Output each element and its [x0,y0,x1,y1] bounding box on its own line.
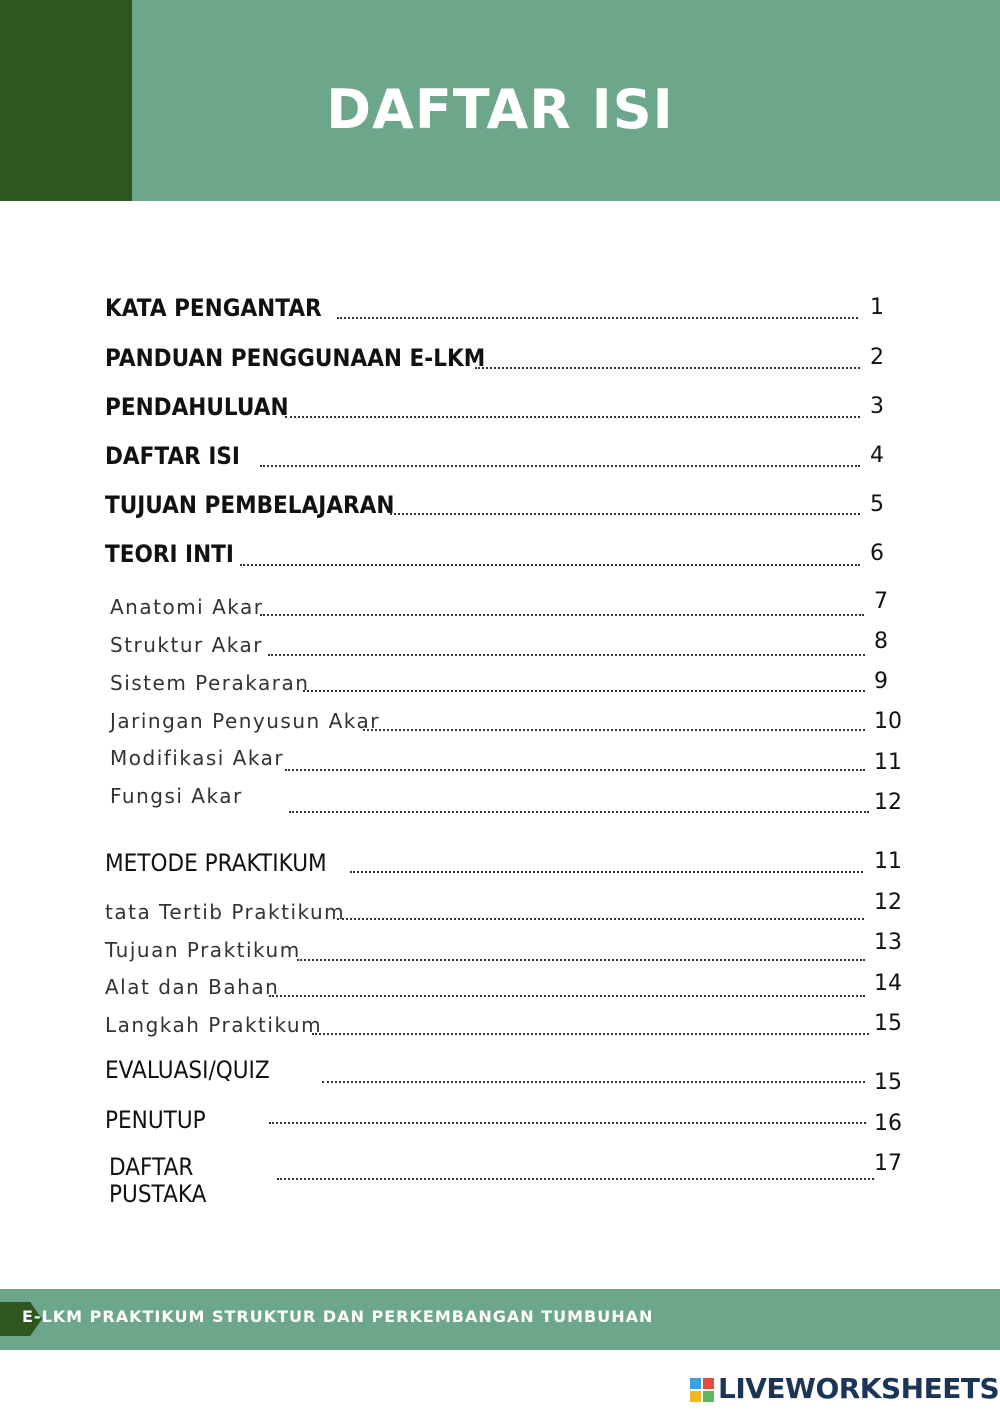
toc-leader-dots [475,367,860,369]
toc-daftar-isi-page: 4 [870,443,884,468]
toc-leader-dots [277,1178,874,1180]
toc-tujuan-praktikum-label: Tujuan Praktikum [105,938,301,962]
toc-modifikasi-akar-label: Modifikasi Akar [110,746,285,770]
toc-kata-pengantar-page: 1 [870,295,884,320]
footer-title: E-LKM PRAKTIKUM STRUKTUR DAN PERKEMBANGAN TUMBUHAN [22,1307,654,1326]
toc-daftar-isi-label: DAFTAR ISI [105,442,240,470]
toc-tujuan-pembelajaran-page: 5 [870,492,884,517]
toc-leader-dots [337,918,864,920]
toc-teori-inti-page: 6 [870,541,884,566]
toc-kata-pengantar-label: KATA PENGANTAR [105,294,322,322]
toc-leader-dots [268,654,865,656]
toc-teori-inti-label: TEORI INTI [105,540,234,568]
toc-leader-dots [269,995,865,997]
toc-anatomi-akar-label: Anatomi Akar [110,595,264,619]
toc-jaringan-penyusun-page: 10 [874,709,902,734]
toc-metode-praktikum-page: 11 [874,849,902,874]
toc-sistem-perakaran-page: 9 [874,669,888,694]
toc-struktur-akar-page: 8 [874,629,888,654]
toc-panduan-label: PANDUAN PENGGUNAAN E-LKM [105,344,486,372]
toc-leader-dots [390,513,860,515]
toc-tata-tertib-page: 12 [874,890,902,915]
toc-sistem-perakaran-label: Sistem Perakaran [110,671,310,695]
toc-pendahuluan-page: 3 [870,394,884,419]
toc-daftar-pustaka-label-line2: PUSTAKA [109,1180,207,1208]
toc-alat-bahan-page: 14 [874,971,902,996]
toc-leader-dots [240,564,860,566]
toc-metode-praktikum-label: METODE PRAKTIKUM [105,849,327,877]
toc-evaluasi-page: 15 [874,1070,902,1095]
toc-evaluasi-label: EVALUASI/QUIZ [105,1056,270,1084]
toc-leader-dots [285,769,865,771]
toc-leader-dots [350,871,863,873]
page-title: DAFTAR ISI [326,78,674,141]
toc-leader-dots [289,811,869,813]
toc-tujuan-pembelajaran-label: TUJUAN PEMBELAJARAN [105,491,395,519]
toc-panduan-page: 2 [870,345,884,370]
toc-daftar-pustaka-label-line1: DAFTAR [109,1153,194,1181]
toc-penutup-page: 16 [874,1111,902,1136]
toc-struktur-akar-label: Struktur Akar [110,633,264,657]
toc-jaringan-penyusun-label: Jaringan Penyusun Akar [110,709,380,733]
toc-leader-dots [337,317,858,319]
toc-penutup-label: PENUTUP [105,1106,206,1134]
toc-fungsi-akar-label: Fungsi Akar [110,784,243,808]
toc-langkah-praktikum-label: Langkah Praktikum [105,1013,323,1037]
toc-leader-dots [322,1081,865,1083]
toc-leader-dots [303,690,865,692]
toc-leader-dots [260,614,864,616]
toc-anatomi-akar-page: 7 [874,589,888,614]
toc-modifikasi-akar-page: 11 [874,750,902,775]
toc-tata-tertib-label: tata Tertib Praktikum [105,900,346,924]
toc-pendahuluan-label: PENDAHULUAN [105,393,289,421]
brand-name: LIVEWORKSHEETS [718,1372,1000,1405]
toc-langkah-praktikum-page: 15 [874,1011,902,1036]
toc-leader-dots [269,1122,866,1124]
toc-leader-dots [312,1033,869,1035]
toc-leader-dots [363,729,865,731]
toc-fungsi-akar-page: 12 [874,790,902,815]
toc-leader-dots [297,959,865,961]
toc-leader-dots [260,465,860,467]
toc-alat-bahan-label: Alat dan Bahan [105,975,280,999]
toc-daftar-pustaka-page: 17 [874,1151,902,1176]
grid-logo-icon [690,1378,714,1402]
toc-tujuan-praktikum-page: 13 [874,930,902,955]
toc-leader-dots [285,416,860,418]
